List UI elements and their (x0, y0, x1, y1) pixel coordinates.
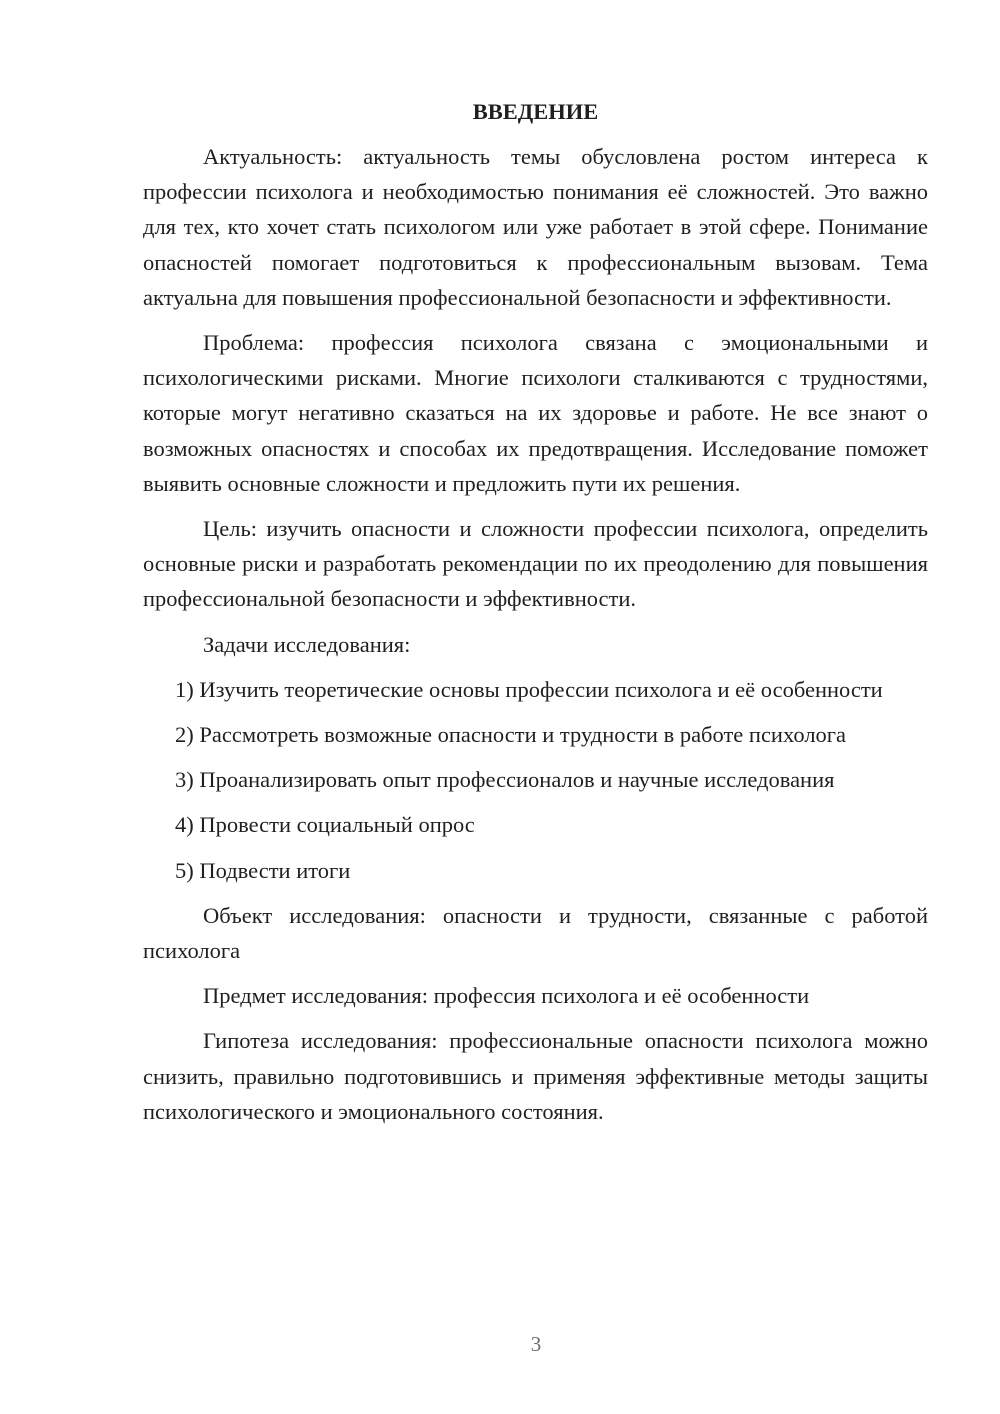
relevance-paragraph: Актуальность: актуальность темы обусловлена ростом интереса к профессии психолога и необходимостью понимания её сложностей. Это важно для тех, кто хочет стать психологом или уже работает в этой сфере. Понимание опасностей помогает подготовиться к профессиональным вызовам. Тема актуальна для повышения профессиональной безопасности и эффективности. (143, 144, 928, 310)
problem-paragraph: Проблема: профессия психолога связана с эмоциональными и психологическими рисками. Многие психологи сталкиваются с трудностями, которые могут негативно сказаться на их здоровье и работе. Не все знают о возможных опасностях и способах их предотвращения. Исследование поможет выявить основные сложности и предложить пути их решения. (143, 330, 928, 496)
task-item-4: 4) Провести социальный опрос (175, 812, 475, 838)
page-number: 3 (530, 1332, 542, 1356)
object-paragraph: Объект исследования: опасности и трудности, связанные с работой психолога (143, 902, 928, 964)
subject-paragraph: Предмет исследования: профессия психолога и её особенности (203, 983, 810, 1009)
task-item-5: 5) Подвести итоги (175, 857, 351, 883)
goal-paragraph: Цель: изучить опасности и сложности профессии психолога, определить основные риски и разработать рекомендации по их преодолению для повышения профессиональной безопасности и эффективности. (143, 516, 928, 612)
task-item-1: 1) Изучить теоретические основы профессии психолога и её особенности (175, 676, 883, 702)
tasks-heading: Задачи исследования: (203, 631, 411, 657)
hypothesis-paragraph: Гипотеза исследования: профессиональные опасности психолога можно снизить, правильно подготовившись и применяя эффективные методы защиты психологического и эмоционального состояния. (143, 1028, 928, 1124)
page-content (143, 94, 928, 1139)
task-item-2: 2) Рассмотреть возможные опасности и трудности в работе психолога (175, 722, 847, 748)
task-item-3: 3) Проанализировать опыт профессионалов и научные исследования (175, 767, 835, 793)
section-title: ВВЕДЕНИЕ (472, 99, 599, 124)
